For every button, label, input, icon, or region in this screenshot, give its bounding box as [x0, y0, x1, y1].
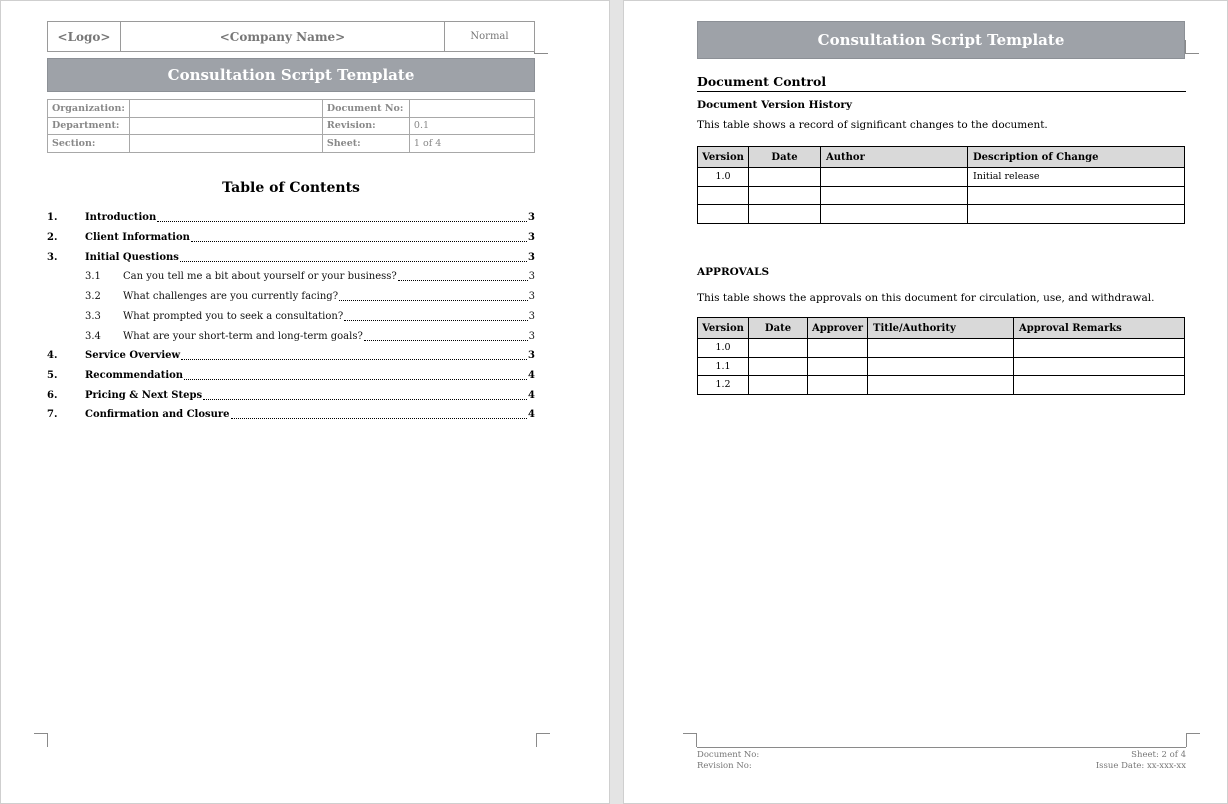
toc-entry[interactable] — [47, 269, 535, 283]
logo-placeholder: <Logo> — [48, 22, 121, 52]
toc-text: Client Information — [85, 232, 190, 243]
department-label: Department: — [48, 117, 130, 135]
toc-page: 3 — [528, 291, 535, 302]
document-control-heading: Document Control — [697, 74, 827, 89]
version-history-table — [697, 146, 1185, 224]
style-label: Normal — [445, 22, 535, 52]
toc-text: What challenges are you currently facing? — [123, 291, 339, 302]
toc-page: 3 — [528, 212, 535, 223]
crop-mark — [683, 733, 697, 747]
toc-entry[interactable] — [47, 250, 535, 264]
toc-number: 3.3 — [85, 311, 101, 322]
column-header: Version — [698, 318, 749, 339]
department-value — [129, 117, 322, 135]
crop-mark — [536, 733, 550, 747]
toc-leader — [398, 280, 528, 281]
document-title-banner — [47, 58, 535, 92]
sheet-label: Sheet: — [322, 135, 409, 153]
document-title: Consultation Script Template — [817, 31, 1065, 49]
organization-value — [129, 100, 322, 118]
document-title: Consultation Script Template — [167, 66, 415, 84]
toc-number: 3.1 — [85, 271, 101, 282]
footer-sheet: Sheet: 2 of 4 — [1131, 750, 1186, 760]
table-cell[interactable] — [808, 376, 868, 395]
table-cell[interactable] — [749, 357, 808, 376]
table-cell[interactable] — [968, 205, 1185, 224]
table-cell[interactable] — [1014, 357, 1185, 376]
table-cell[interactable]: 1.0 — [698, 339, 749, 358]
document-info-table — [47, 99, 535, 153]
toc-page: 3 — [528, 331, 535, 342]
table-cell[interactable]: 1.2 — [698, 376, 749, 395]
table-cell[interactable] — [1014, 339, 1185, 358]
table-row — [698, 168, 1185, 187]
toc-entry[interactable] — [47, 348, 535, 362]
document-no-label: Document No: — [322, 100, 409, 118]
approvals-text: This table shows the approvals on this document for circulation, use, and withdrawal. — [697, 292, 1155, 304]
toc-leader — [339, 300, 528, 301]
toc-text: Service Overview — [85, 350, 181, 361]
table-cell[interactable] — [821, 205, 968, 224]
document-title-banner-page2 — [697, 21, 1185, 59]
toc-text: Can you tell me a bit about yourself or your business? — [123, 271, 397, 282]
table-cell[interactable] — [868, 339, 1014, 358]
approvals-heading: APPROVALS — [697, 266, 770, 278]
document-no-value — [409, 100, 534, 118]
table-cell[interactable] — [968, 186, 1185, 205]
toc-page: 3 — [528, 232, 535, 243]
toc-page: 3 — [528, 350, 535, 361]
company-name: <Company Name> — [121, 22, 445, 52]
toc-text: Recommendation — [85, 370, 184, 381]
toc-page: 3 — [528, 252, 535, 263]
toc-number: 3.4 — [85, 331, 101, 342]
footer-revision-no: Revision No: — [697, 761, 752, 771]
toc-leader — [344, 320, 527, 321]
table-cell[interactable] — [821, 186, 968, 205]
table-cell[interactable]: 1.1 — [698, 357, 749, 376]
table-cell[interactable] — [698, 205, 749, 224]
toc-entry[interactable] — [47, 368, 535, 382]
table-cell[interactable] — [868, 376, 1014, 395]
toc-number: 5. — [47, 370, 58, 381]
table-cell[interactable] — [868, 357, 1014, 376]
toc-entry[interactable] — [47, 210, 535, 224]
revision-value: 0.1 — [409, 117, 534, 135]
revision-label: Revision: — [322, 117, 409, 135]
toc-page: 4 — [528, 390, 535, 401]
toc-entry[interactable] — [47, 289, 535, 303]
toc-number: 6. — [47, 390, 58, 401]
toc-entry[interactable] — [47, 230, 535, 244]
sheet-value: 1 of 4 — [409, 135, 534, 153]
version-history-text: This table shows a record of significant changes to the document. — [697, 119, 1048, 131]
crop-mark — [1185, 40, 1199, 54]
toc-leader — [231, 418, 528, 419]
column-header: Date — [749, 147, 821, 168]
toc-leader — [157, 221, 527, 222]
toc-text: Confirmation and Closure — [85, 409, 230, 420]
table-row — [698, 376, 1185, 395]
version-history-heading: Document Version History — [697, 99, 852, 111]
toc-title: Table of Contents — [222, 180, 360, 196]
toc-entry[interactable] — [47, 388, 535, 402]
toc-number: 7. — [47, 409, 58, 420]
table-cell[interactable] — [808, 357, 868, 376]
table-cell[interactable] — [808, 339, 868, 358]
toc-page: 3 — [528, 311, 535, 322]
table-cell[interactable] — [749, 339, 808, 358]
toc-page: 3 — [528, 271, 535, 282]
table-cell[interactable] — [749, 186, 821, 205]
table-row — [698, 205, 1185, 224]
column-header: Version — [698, 147, 749, 168]
table-cell[interactable]: Initial release — [968, 168, 1185, 187]
footer-rule — [697, 747, 1186, 748]
table-cell[interactable] — [749, 205, 821, 224]
toc-leader — [184, 379, 527, 380]
toc-leader — [364, 340, 528, 341]
page-gutter — [610, 0, 623, 804]
table-cell[interactable] — [1014, 376, 1185, 395]
toc-leader — [191, 241, 527, 242]
table-cell[interactable] — [698, 186, 749, 205]
column-header: Approver — [808, 318, 868, 339]
toc-text: Introduction — [85, 212, 157, 223]
table-row — [698, 357, 1185, 376]
table-cell[interactable] — [821, 168, 968, 187]
toc-number: 3. — [47, 252, 58, 263]
table-row — [698, 186, 1185, 205]
toc-page: 4 — [528, 409, 535, 420]
toc-text: Initial Questions — [85, 252, 179, 263]
toc-leader — [180, 261, 527, 262]
column-header: Title/Authority — [868, 318, 1014, 339]
footer-issue-date: Issue Date: xx-xxx-xx — [1095, 761, 1186, 771]
column-header: Description of Change — [968, 147, 1185, 168]
toc-number: 3.2 — [85, 291, 101, 302]
toc-entry[interactable] — [47, 309, 535, 323]
column-header: Approval Remarks — [1014, 318, 1185, 339]
table-cell[interactable] — [749, 376, 808, 395]
toc-page: 4 — [528, 370, 535, 381]
section-label: Section: — [48, 135, 130, 153]
approvals-table — [697, 317, 1185, 395]
column-header: Date — [749, 318, 808, 339]
toc-leader — [181, 359, 527, 360]
toc-text: Pricing & Next Steps — [85, 390, 203, 401]
table-cell[interactable] — [749, 168, 821, 187]
header-table — [47, 21, 535, 52]
crop-mark — [534, 40, 548, 54]
toc-number: 2. — [47, 232, 58, 243]
table-row — [698, 339, 1185, 358]
toc-entry[interactable] — [47, 407, 535, 421]
crop-mark — [1186, 733, 1200, 747]
section-value — [129, 135, 322, 153]
table-cell[interactable]: 1.0 — [698, 168, 749, 187]
footer-document-no: Document No: — [697, 750, 760, 760]
column-header: Author — [821, 147, 968, 168]
toc-number: 1. — [47, 212, 58, 223]
toc-leader — [203, 399, 527, 400]
organization-label: Organization: — [48, 100, 130, 118]
toc-text: What are your short-term and long-term goals? — [123, 331, 363, 342]
toc-entry[interactable] — [47, 329, 535, 343]
heading-rule — [697, 91, 1186, 92]
crop-mark — [34, 733, 48, 747]
toc-text: What prompted you to seek a consultation? — [123, 311, 344, 322]
toc-number: 4. — [47, 350, 58, 361]
